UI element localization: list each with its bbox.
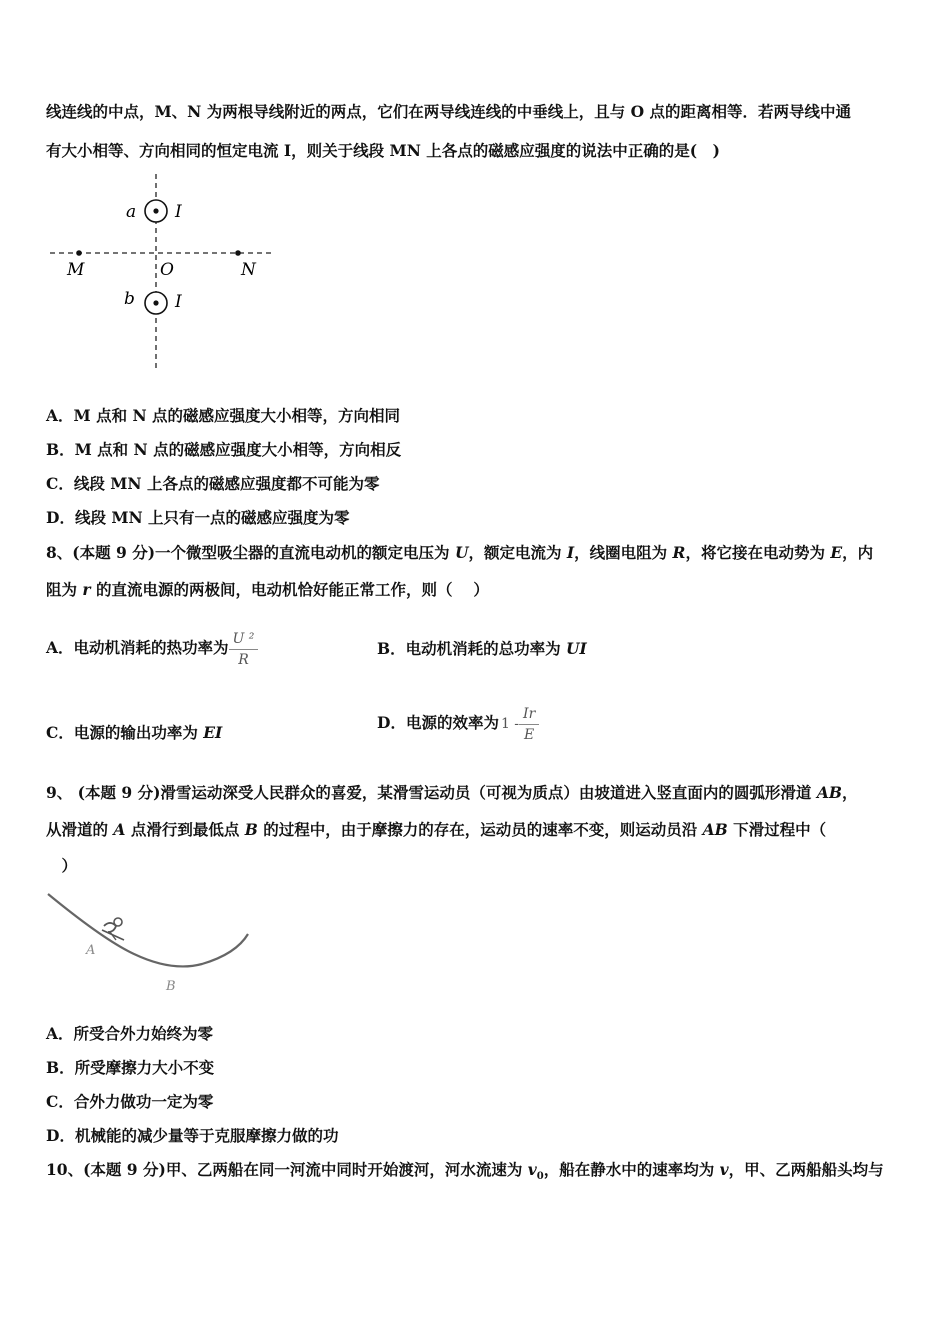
q9-text-line1 <box>46 783 857 803</box>
q8-option-c-value: EI <box>203 723 223 742</box>
q7-text-line1: 线连线的中点，M、N 为两根导线附近的两点，它们在两导线连线的中垂线上，且与 O 点的距离相等．若两导线中通 <box>46 102 852 121</box>
q9-line2-end: 下滑过程中（ <box>727 820 827 839</box>
q8-var-i: I <box>566 543 575 562</box>
q10-var-v0-sub: 0 <box>536 1171 544 1183</box>
label-n: N <box>241 260 256 280</box>
q8-text-line2 <box>46 580 489 600</box>
q9-line2-pre: 从滑道的 <box>46 820 114 839</box>
q10-line1-mid: ，船在静水中的速率均为 <box>543 1160 720 1179</box>
q7-wires-figure <box>46 172 286 372</box>
q8-var-e: E <box>830 543 843 562</box>
q10-var-v0: v <box>527 1160 537 1179</box>
q8-option-d-num: Ir <box>519 705 539 725</box>
q7-text-line2: 有大小相等、方向相同的恒定电流 I，则关于线段 MN 上各点的磁感应强度的说法中正确的是( ) <box>46 141 720 160</box>
ski-arc-track <box>48 894 248 966</box>
q9-line2-mid2: 的过程中，由于摩擦力的存在，运动员的速率不变，则运动员沿 <box>257 820 703 839</box>
q10-text-line1 <box>46 1160 884 1187</box>
q9-line1-end: ， <box>841 783 858 802</box>
q8-text-line1 <box>46 543 873 563</box>
q9-var-ab: AB <box>816 783 842 802</box>
label-i-top: I <box>175 202 182 222</box>
q8-option-d-den: E <box>524 726 535 743</box>
q7-option-b: B．M 点和 N 点的磁感应强度大小相等，方向相反 <box>46 440 402 459</box>
q8-option-d <box>377 699 539 748</box>
q9-var-a: A <box>113 820 126 839</box>
q8-option-a-text: A．电动机消耗的热功率为 <box>46 638 229 657</box>
label-a: a <box>126 202 137 222</box>
wire-b-dot <box>153 300 158 305</box>
q8-line1-pre: 8、(本题 9 分)一个微型吸尘器的直流电动机的额定电压为 <box>46 543 455 562</box>
q9-option-a: A．所受合外力始终为零 <box>46 1024 214 1043</box>
label-i-bottom: I <box>175 292 182 312</box>
q8-var-r-cap: R <box>672 543 686 562</box>
q9-line2-mid1: 点滑行到最低点 <box>125 820 245 839</box>
point-n-dot <box>235 250 241 256</box>
q8-option-c-text: C．电源的输出功率为 <box>46 723 204 742</box>
wire-a-dot <box>153 208 158 213</box>
q10-line1-pre: 10、(本题 9 分)甲、乙两船在同一河流中同时开始渡河，河水流速为 <box>46 1160 528 1179</box>
q8-option-a-num: U ² <box>229 630 259 650</box>
q8-var-u: U <box>454 543 469 562</box>
q9-text-line2 <box>46 820 826 840</box>
q9-text-line3: ） <box>46 856 78 875</box>
q10-line1-end: ，甲、乙两船船头均与 <box>728 1160 884 1179</box>
q8-option-b-value: UI <box>566 639 587 658</box>
label-o: O <box>160 260 174 280</box>
label-b: b <box>124 289 135 309</box>
label-m: M <box>67 260 85 280</box>
q8-line1-mid3: ，将它接在电动势为 <box>685 543 831 562</box>
q8-line1-mid2: ，线圈电阻为 <box>574 543 673 562</box>
q8-option-c <box>46 723 222 743</box>
point-m-dot <box>76 250 82 256</box>
q9-ski-track-figure <box>44 888 256 998</box>
q9-var-ab2: AB <box>702 820 728 839</box>
q9-var-b: B <box>244 820 258 839</box>
label-a-point: A <box>86 943 96 958</box>
q10-var-v: v <box>719 1160 729 1179</box>
q8-var-r: r <box>82 580 91 599</box>
q7-option-c: C．线段 MN 上各点的磁感应强度都不可能为零 <box>46 474 380 493</box>
q8-option-a-den: R <box>238 651 249 668</box>
q9-option-c: C．合外力做功一定为零 <box>46 1092 214 1111</box>
q8-option-b-text: B．电动机消耗的总功率为 <box>377 639 566 658</box>
q7-option-d: D．线段 MN 上只有一点的磁感应强度为零 <box>46 508 350 527</box>
q8-option-d-fraction <box>519 705 539 744</box>
q8-option-d-text: D．电源的效率为 <box>377 713 499 732</box>
q8-option-a <box>46 624 258 672</box>
q9-line1: 9、 (本题 9 分)滑雪运动深受人民群众的喜爱，某滑雪运动员（可视为质点）由坡道进入竖直面内的圆弧形滑道 <box>46 783 817 802</box>
q9-option-b: B．所受摩擦力大小不变 <box>46 1058 215 1077</box>
q8-option-b <box>377 639 587 659</box>
q8-line1-end: ，内 <box>842 543 874 562</box>
q9-option-d: D．机械能的减少量等于克服摩擦力做的功 <box>46 1126 339 1145</box>
label-b-point: B <box>166 979 176 994</box>
q7-option-a: A．M 点和 N 点的磁感应强度大小相等，方向相同 <box>46 406 401 425</box>
q8-line2-end: 的直流电源的两极间，电动机恰好能正常工作，则（ ） <box>90 580 489 599</box>
q8-option-a-fraction <box>229 630 259 669</box>
q8-option-d-pre: 1 - <box>500 716 520 732</box>
q8-line1-mid1: ，额定电流为 <box>468 543 567 562</box>
q8-line2-pre: 阻为 <box>46 580 83 599</box>
